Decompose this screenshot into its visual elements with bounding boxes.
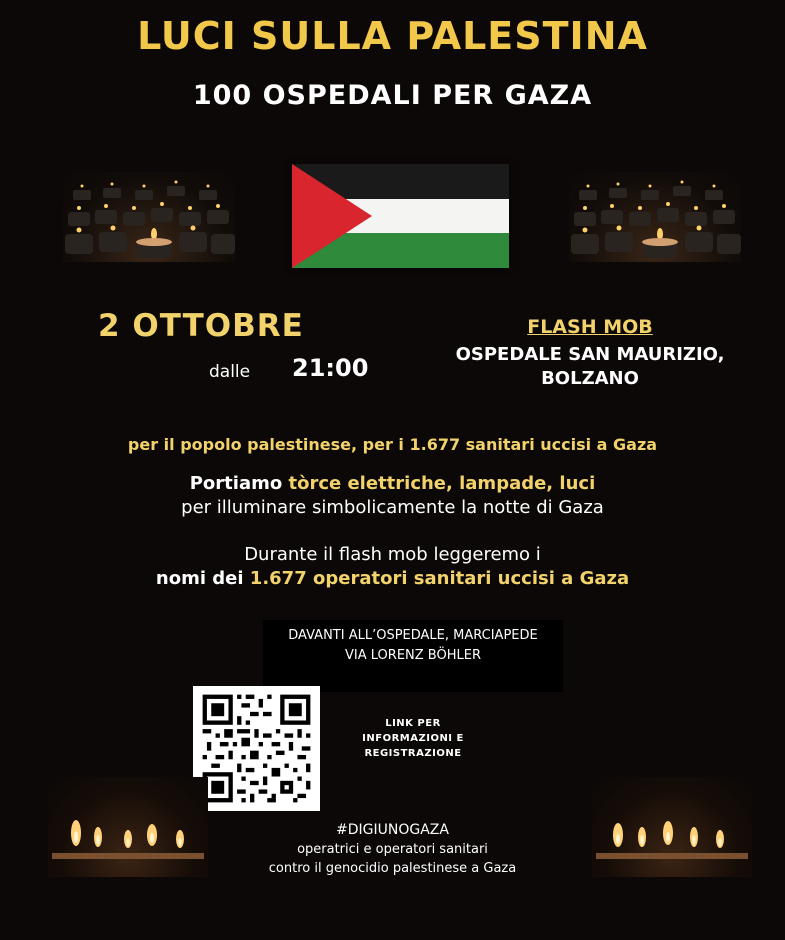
- event-subtitle: 100 OSPEDALI PER GAZA: [192, 80, 593, 111]
- bring-items: tòrce elettriche, lampade, luci: [288, 473, 596, 494]
- dedication-text: per il popolo palestinese, per i 1.677 sanitari uccisi a Gaza: [127, 435, 658, 454]
- location-line-1: DAVANTI ALL’OSPEDALE, MARCIAPEDE: [288, 628, 538, 643]
- event-title: LUCI SULLA PALESTINA: [137, 14, 648, 58]
- qr-link-label: [338, 716, 488, 761]
- event-type: FLASH MOB: [527, 316, 653, 338]
- event-time: 21:00: [292, 354, 369, 382]
- footer-hashtag: #DIGIUNOGAZA: [336, 822, 449, 838]
- venue-line-1: OSPEDALE SAN MAURIZIO,: [455, 344, 725, 365]
- reading-intro: Durante il flash mob leggeremo i: [244, 544, 541, 565]
- reading-prefix: nomi dei: [155, 568, 250, 589]
- reading-names: 1.677 operatori sanitari uccisi a Gaza: [249, 568, 630, 589]
- footer-line-1: operatrici e operatori sanitari: [297, 842, 488, 857]
- event-date: 2 OTTOBRE: [98, 308, 304, 344]
- candles-icon: [63, 172, 235, 262]
- qr-link-line-3: REGISTRAZIONE: [364, 748, 462, 759]
- candles-icon: [569, 172, 741, 262]
- palestine-flag: [292, 164, 509, 268]
- candles-image-right: [569, 172, 741, 262]
- bring-prefix: Portiamo: [189, 473, 289, 494]
- qr-code[interactable]: [193, 686, 320, 811]
- event-venue: [410, 343, 770, 391]
- location-box: [263, 620, 563, 692]
- bring-paragraph: [0, 472, 785, 520]
- candles-image-left: [63, 172, 235, 262]
- qr-link-line-1: LINK PER: [385, 718, 441, 729]
- qr-code-icon: [193, 686, 320, 811]
- qr-link-line-2: INFORMAZIONI E: [362, 733, 464, 744]
- reading-paragraph: [0, 543, 785, 591]
- time-prefix: dalle: [209, 362, 251, 382]
- location-line-2: VIA LORENZ BÖHLER: [345, 648, 481, 663]
- footer-line-2: contro il genocidio palestinese a Gaza: [268, 861, 517, 876]
- flag-red-triangle: [292, 164, 372, 268]
- bring-purpose: per illuminare simbolicamente la notte di Gaza: [181, 497, 604, 518]
- venue-line-2: BOLZANO: [541, 368, 639, 389]
